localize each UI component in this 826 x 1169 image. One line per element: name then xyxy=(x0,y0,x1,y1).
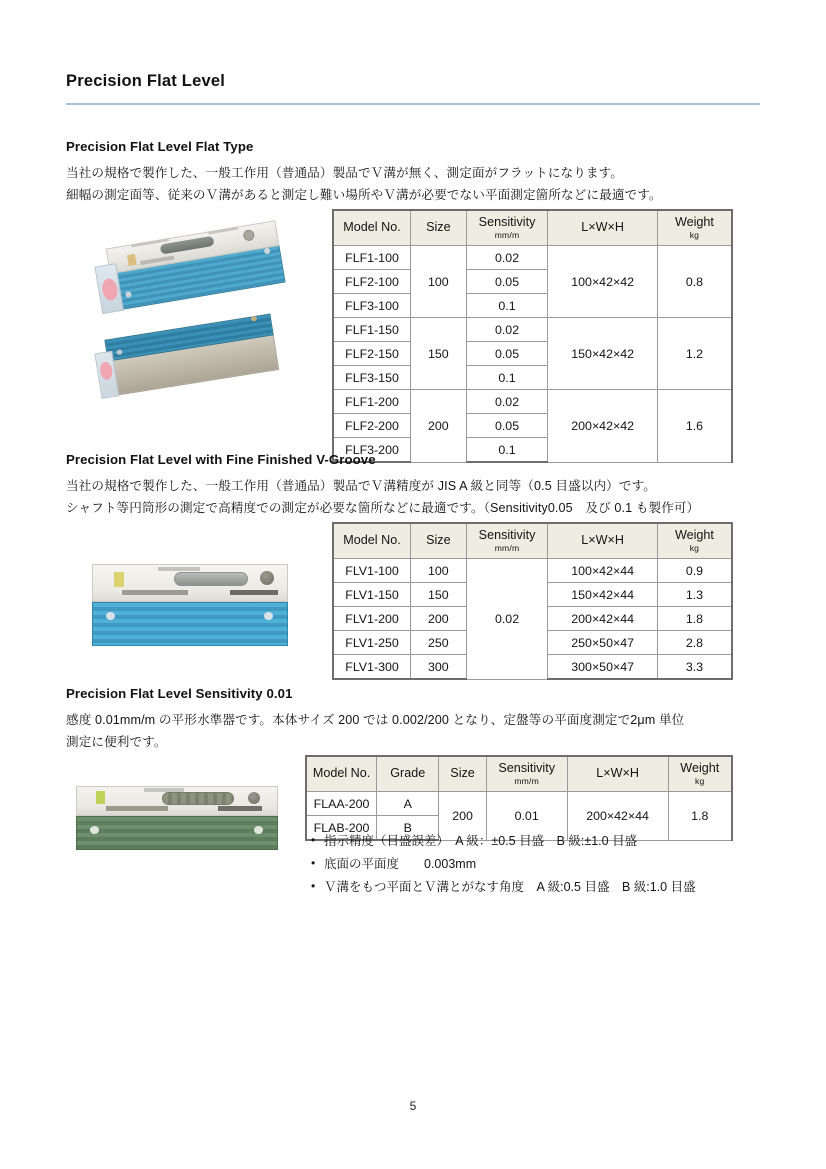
cell-size: 150 xyxy=(411,583,467,607)
th-size: Size xyxy=(411,523,467,559)
th-model-no: Model No. xyxy=(306,756,377,792)
table-row xyxy=(333,390,732,414)
note-item: • Ｖ溝をもつ平面とＶ溝とがなす角度 A 級:0.5 目盛 B 級:1.0 目盛 xyxy=(310,876,696,899)
cell-dimensions: 300×50×47 xyxy=(548,655,657,680)
section-paragraph-v-groove-line2: シャフト等円筒形の測定で高精度での測定が必要な箇所などに最適です。（Sensitivity0.05 及び 0.1 も製作可） xyxy=(66,501,700,515)
cell-model: FLV1-200 xyxy=(333,607,411,631)
cell-dimensions: 100×42×44 xyxy=(548,559,657,583)
table-header-row xyxy=(333,210,732,246)
cell-dimensions: 200×42×42 xyxy=(548,390,657,463)
cell-sensitivity: 0.01 xyxy=(486,792,567,841)
title-divider xyxy=(66,103,760,105)
cell-weight: 1.6 xyxy=(657,390,732,463)
th-sensitivity-unit: mm/m xyxy=(494,229,520,240)
table-row xyxy=(333,246,732,270)
cell-size: 100 xyxy=(411,559,467,583)
cell-sensitivity: 0.02 xyxy=(466,559,548,680)
product-photo-v-groove xyxy=(82,552,302,657)
th-sensitivity: Sensitivity mm/m xyxy=(466,523,548,559)
cell-weight: 1.8 xyxy=(668,792,732,841)
cell-size: 100 xyxy=(411,246,467,318)
cell-dimensions: 200×42×44 xyxy=(548,607,657,631)
th-weight-unit: kg xyxy=(695,775,705,786)
cell-dimensions: 250×50×47 xyxy=(548,631,657,655)
spec-table-flat-type xyxy=(332,209,733,463)
th-lwh: L×W×H xyxy=(548,210,657,246)
cell-weight: 0.8 xyxy=(657,246,732,318)
cell-dimensions: 200×42×44 xyxy=(567,792,668,841)
cell-model: FLV1-150 xyxy=(333,583,411,607)
section-heading-sensitivity-001: Precision Flat Level Sensitivity 0.01 xyxy=(66,686,293,701)
cell-model: FLF2-200 xyxy=(333,414,411,438)
cell-dimensions: 150×42×44 xyxy=(548,583,657,607)
th-weight: Weight kg xyxy=(657,210,732,246)
cell-model: FLAB-200 xyxy=(306,816,377,841)
cell-sensitivity: 0.05 xyxy=(466,414,548,438)
th-weight: Weight kg xyxy=(657,523,732,559)
cell-weight: 2.8 xyxy=(657,631,732,655)
cell-model: FLF2-150 xyxy=(333,342,411,366)
th-weight-unit: kg xyxy=(689,229,700,240)
th-grade: Grade xyxy=(377,756,439,792)
cell-dimensions: 100×42×42 xyxy=(548,246,657,318)
th-sensitivity-unit: mm/m xyxy=(494,542,520,553)
cell-weight: 1.2 xyxy=(657,318,732,390)
section-paragraph-flat-type-line2: 細幅の測定面等、従来のＶ溝があると測定し難い場所やＶ溝が必要でない平面測定箇所などに最適です。 xyxy=(66,188,662,202)
cell-size: 250 xyxy=(411,631,467,655)
cell-model: FLF3-150 xyxy=(333,366,411,390)
cell-size: 200 xyxy=(439,792,486,841)
cell-grade: A xyxy=(377,792,439,816)
th-weight-unit: kg xyxy=(689,542,700,553)
cell-size: 200 xyxy=(411,607,467,631)
cell-sensitivity: 0.02 xyxy=(466,318,548,342)
cell-model: FLF1-100 xyxy=(333,246,411,270)
table-header-row xyxy=(333,523,732,559)
th-model-no: Model No. xyxy=(333,523,411,559)
table-header-row xyxy=(306,756,732,792)
section-paragraph-flat-type-line1: 当社の規格で製作した、一般工作用（普通品）製品でＶ溝が無く、測定面がフラットになります。 xyxy=(66,166,624,180)
table-row xyxy=(333,318,732,342)
cell-sensitivity: 0.1 xyxy=(466,294,548,318)
cell-size: 150 xyxy=(411,318,467,390)
cell-sensitivity: 0.02 xyxy=(466,390,548,414)
section-heading-flat-type: Precision Flat Level Flat Type xyxy=(66,139,254,154)
spec-table-sensitivity-001 xyxy=(305,755,733,841)
table-row xyxy=(306,792,732,816)
cell-weight: 1.3 xyxy=(657,583,732,607)
cell-sensitivity: 0.05 xyxy=(466,270,548,294)
cell-weight: 1.8 xyxy=(657,607,732,631)
cell-model: FLF1-150 xyxy=(333,318,411,342)
note-item: • 指示精度（目盛誤差） A 級：±0.5 目盛 B 級:±1.0 目盛 xyxy=(310,830,696,853)
th-sensitivity: Sensitivity mm/m xyxy=(466,210,548,246)
th-size: Size xyxy=(411,210,467,246)
cell-sensitivity: 0.02 xyxy=(466,246,548,270)
cell-model: FLF1-200 xyxy=(333,390,411,414)
cell-model: FLAA-200 xyxy=(306,792,377,816)
notes-list xyxy=(310,830,696,899)
cell-weight: 3.3 xyxy=(657,655,732,680)
cell-size: 300 xyxy=(411,655,467,680)
cell-model: FLV1-100 xyxy=(333,559,411,583)
cell-model: FLV1-250 xyxy=(333,631,411,655)
cell-model: FLV1-300 xyxy=(333,655,411,680)
section-paragraph-sensitivity-001-line2: 測定に便利です。 xyxy=(66,735,167,749)
cell-model: FLF3-100 xyxy=(333,294,411,318)
product-photo-sensitivity-001 xyxy=(66,776,291,858)
th-lwh: L×W×H xyxy=(548,523,657,559)
note-item: • 底面の平面度 0.003mm xyxy=(310,853,696,876)
th-size: Size xyxy=(439,756,486,792)
th-model-no: Model No. xyxy=(333,210,411,246)
cell-grade: B xyxy=(377,816,439,841)
th-lwh: L×W×H xyxy=(567,756,668,792)
page-number: 5 xyxy=(409,1099,417,1113)
page-title: Precision Flat Level xyxy=(66,72,225,90)
th-sensitivity-unit: mm/m xyxy=(514,775,539,786)
cell-model: FLF2-100 xyxy=(333,270,411,294)
cell-model: FLF3-200 xyxy=(333,438,411,463)
spec-table-v-groove xyxy=(332,522,733,680)
section-heading-v-groove: Precision Flat Level with Fine Finished V-Groove xyxy=(66,452,376,467)
cell-sensitivity: 0.05 xyxy=(466,342,548,366)
cell-dimensions: 150×42×42 xyxy=(548,318,657,390)
cell-weight: 0.9 xyxy=(657,559,732,583)
table-row xyxy=(333,559,732,583)
th-weight: Weight kg xyxy=(668,756,732,792)
section-paragraph-v-groove-line1: 当社の規格で製作した、一般工作用（普通品）製品でＶ溝精度が JIS A 級と同等（0.5 目盛以内）です。 xyxy=(66,479,656,493)
th-sensitivity: Sensitivity mm/m xyxy=(486,756,567,792)
cell-sensitivity: 0.1 xyxy=(466,366,548,390)
cell-sensitivity: 0.1 xyxy=(466,438,548,463)
cell-size: 200 xyxy=(411,390,467,463)
section-paragraph-sensitivity-001-line1: 感度 0.01mm/m の平形水準器です。本体サイズ 200 では 0.002/200 となり、定盤等の平面度測定で2μm 単位 xyxy=(66,713,685,727)
